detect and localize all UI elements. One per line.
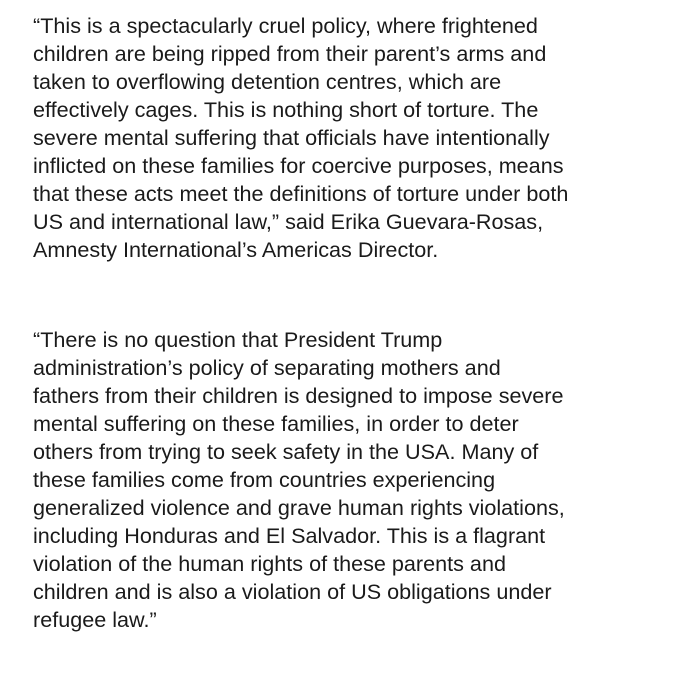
text-line: inflicted on these families for coercive purposes, means <box>33 153 564 178</box>
text-line: effectively cages. This is nothing short of torture. The <box>33 97 539 122</box>
text-line: children and is also a violation of US obligations under <box>33 579 552 604</box>
text-line: Amnesty International’s Americas Director. <box>33 237 439 262</box>
text-line: taken to overflowing detention centres, which are <box>33 69 502 94</box>
text-line: that these acts meet the definitions of torture under both <box>33 181 569 206</box>
text-line: generalized violence and grave human rights violations, <box>33 495 565 520</box>
text-line: US and international law,” said Erika Guevara-Rosas, <box>33 209 544 234</box>
text-line: administration’s policy of separating mothers and <box>33 355 501 380</box>
text-line: others from trying to seek safety in the USA. Many of <box>33 439 539 464</box>
text-line: “There is no question that President Trump <box>33 327 443 352</box>
text-line: “This is a spectacularly cruel policy, where frightened <box>33 13 538 38</box>
quote-paragraph-2 <box>33 326 565 634</box>
text-line: fathers from their children is designed to impose severe <box>33 383 564 408</box>
text-line: refugee law.” <box>33 607 157 632</box>
text-line: violation of the human rights of these parents and <box>33 551 506 576</box>
text-line: mental suffering on these families, in order to deter <box>33 411 519 436</box>
quote-paragraph-1 <box>33 12 568 264</box>
text-line: severe mental suffering that officials have intentionally <box>33 125 550 150</box>
text-line: these families come from countries experiencing <box>33 467 496 492</box>
text-line: children are being ripped from their parent’s arms and <box>33 41 547 66</box>
text-line: including Honduras and El Salvador. This is a flagrant <box>33 523 546 548</box>
